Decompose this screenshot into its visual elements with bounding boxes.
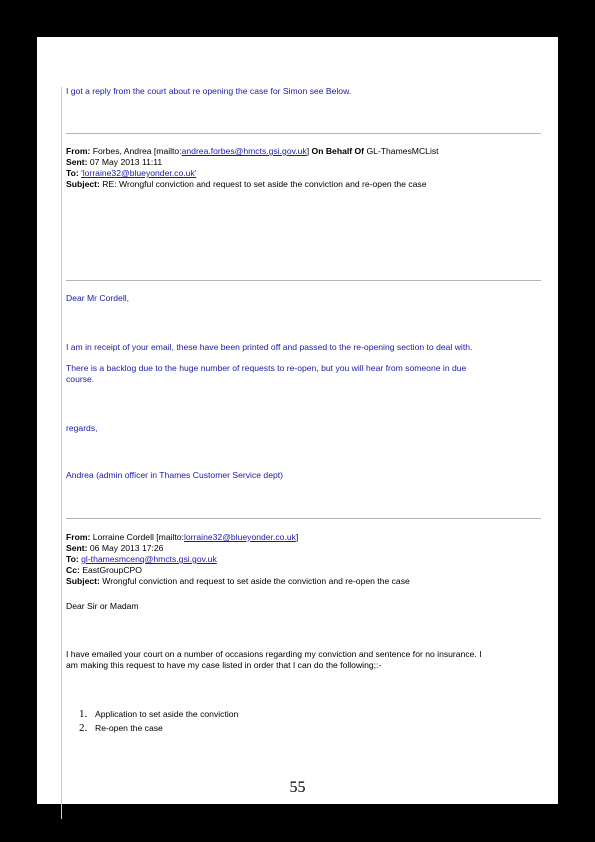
divider — [66, 133, 541, 134]
email2-from-line: From: Lorraine Cordell [mailto:lorraine32@blueyonder.co.uk] — [66, 532, 299, 542]
email2-from-email-link[interactable]: lorraine32@blueyonder.co.uk — [183, 532, 296, 542]
email1-to-line: To: 'lorraine32@blueyonder.co.uk' — [66, 168, 197, 178]
reply-paragraph-2-line-2: course. — [66, 374, 95, 384]
reply-paragraph-1: I am in receipt of your email, these have been printed off and passed to the re-opening section to deal with. — [66, 342, 473, 352]
email2-subject-line: Subject: Wrongful conviction and request to set aside the conviction and re-open the case — [66, 576, 410, 586]
email2-sent-line: Sent: 06 May 2013 17:26 — [66, 543, 164, 553]
email2-body-line-2: am making this request to have my case listed in order that I can do the following;:- — [66, 660, 382, 670]
list-item: 2. Re-open the case — [79, 722, 163, 734]
document-page — [37, 37, 558, 804]
divider — [66, 518, 541, 519]
email1-subject-line: Subject: RE: Wrongful conviction and request to set aside the conviction and re-open the case — [66, 179, 427, 189]
email2-to-email-link[interactable]: gl-thamesmcenq@hmcts.gsi.gov.uk — [81, 554, 217, 564]
reply-signature: Andrea (admin officer in Thames Customer Service dept) — [66, 470, 284, 480]
reply-greeting: Dear Mr Cordell, — [66, 293, 130, 303]
email2-body-line-1: I have emailed your court on a number of occasions regarding my conviction and sentence for no insurance. I — [66, 649, 482, 659]
divider — [66, 280, 541, 281]
reply-paragraph-2-line-1: There is a backlog due to the huge number of requests to re-open, but you will hear from someone in due — [66, 363, 467, 373]
intro-text: I got a reply from the court about re opening the case for Simon see Below. — [66, 86, 352, 96]
email2-cc-line: Cc: EastGroupCPO — [66, 565, 142, 575]
list-item: 1. Application to set aside the conviction — [79, 708, 239, 720]
email2-greeting: Dear Sir or Madam — [66, 601, 139, 611]
reply-closing: regards, — [66, 423, 98, 433]
quote-bar — [61, 87, 62, 819]
email2-to-line: To: gl-thamesmcenq@hmcts.gsi.gov.uk — [66, 554, 217, 564]
email1-to-email-link[interactable]: 'lorraine32@blueyonder.co.uk' — [81, 168, 197, 178]
email1-sent-line: Sent: 07 May 2013 11:11 — [66, 157, 163, 167]
email1-from-line: From: Forbes, Andrea [mailto:andrea.forbes@hmcts.gsi.gov.uk] On Behalf Of GL-ThamesMCList — [66, 146, 439, 156]
email1-from-email-link[interactable]: andrea.forbes@hmcts.gsi.gov.uk — [181, 146, 307, 156]
page-number: 55 — [289, 779, 306, 796]
